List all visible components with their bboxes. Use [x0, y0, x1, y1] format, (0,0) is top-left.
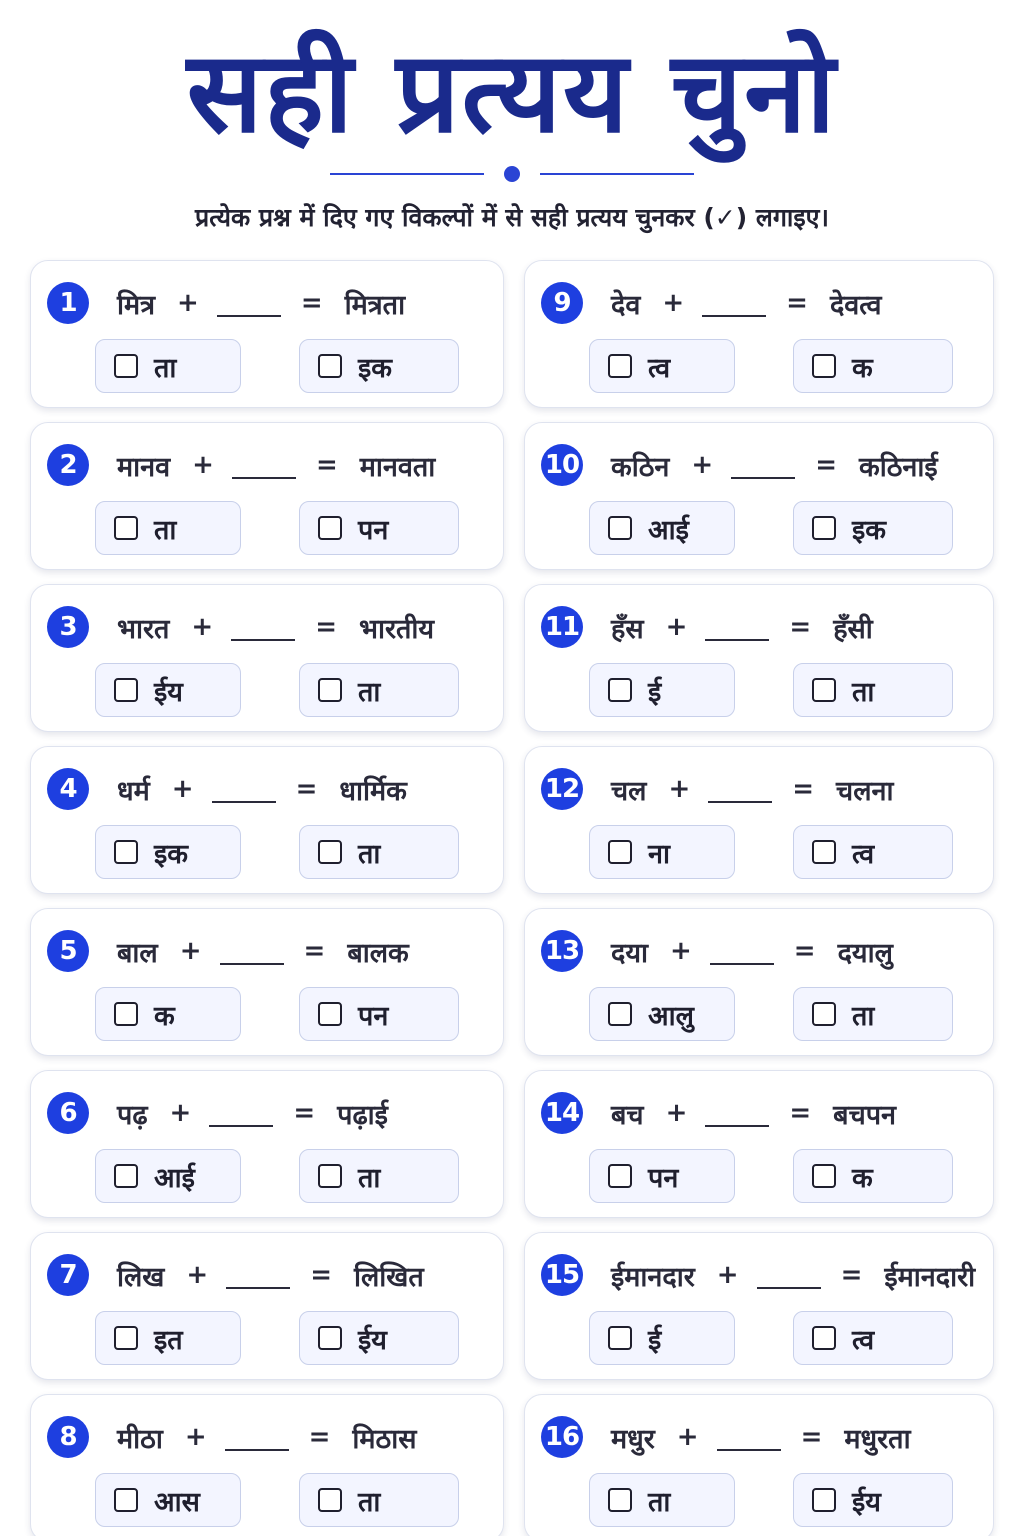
- option-b-label: इक: [358, 352, 392, 384]
- divider-line-left: [330, 173, 484, 175]
- question-number-badge: 6: [47, 1092, 89, 1134]
- question-row: [541, 605, 873, 649]
- option-a-label: ईय: [154, 676, 183, 708]
- plus-sign: +: [668, 774, 691, 804]
- option-b-label: ता: [852, 676, 875, 708]
- answer-blank: [710, 939, 774, 965]
- checkbox-icon[interactable]: [318, 1326, 342, 1350]
- checkbox-icon[interactable]: [318, 1164, 342, 1188]
- answer-blank: [212, 777, 276, 803]
- base-word: देव: [611, 289, 641, 321]
- question-number-badge: 14: [541, 1092, 583, 1134]
- option-a[interactable]: [95, 1149, 241, 1203]
- base-word: मानव: [117, 451, 171, 483]
- answer-blank: [702, 291, 766, 317]
- plus-sign: +: [171, 774, 194, 804]
- option-b-label: ईय: [852, 1486, 881, 1518]
- result-word: पढ़ाई: [337, 1099, 388, 1131]
- equals-sign: =: [800, 1422, 823, 1452]
- option-b[interactable]: [793, 1473, 953, 1527]
- question-number-badge: 9: [541, 282, 583, 324]
- checkbox-icon[interactable]: [608, 516, 632, 540]
- plus-sign: +: [169, 1098, 192, 1128]
- base-word: लिख: [117, 1261, 165, 1293]
- question-row: [47, 605, 434, 649]
- equals-sign: =: [815, 450, 837, 480]
- page-title: सही प्रत्यय चुनो: [186, 28, 838, 158]
- question-card-5: [30, 908, 504, 1056]
- option-b-label: त्व: [852, 838, 875, 870]
- option-b-label: पन: [358, 514, 389, 546]
- equals-sign: =: [300, 288, 323, 318]
- checkbox-icon[interactable]: [114, 1488, 138, 1512]
- option-a-label: आस: [154, 1486, 200, 1518]
- checkbox-icon[interactable]: [318, 1488, 342, 1512]
- question-number-badge: 5: [47, 930, 89, 972]
- checkbox-icon[interactable]: [812, 1326, 836, 1350]
- option-a[interactable]: [589, 825, 735, 879]
- question-row: [47, 281, 405, 325]
- option-b[interactable]: [299, 1473, 459, 1527]
- checkbox-icon[interactable]: [318, 354, 342, 378]
- equals-sign: =: [310, 1260, 332, 1290]
- answer-blank: [220, 939, 284, 965]
- answer-blank: [705, 1101, 769, 1127]
- equals-sign: =: [315, 450, 338, 480]
- option-b[interactable]: [793, 663, 953, 717]
- result-word: मानवता: [359, 451, 436, 483]
- option-b-label: ता: [358, 838, 381, 870]
- checkbox-icon[interactable]: [114, 354, 138, 378]
- question-number-badge: 4: [47, 768, 89, 810]
- equals-sign: =: [840, 1260, 863, 1290]
- question-number-badge: 1: [47, 282, 89, 324]
- question-card-10: [524, 422, 994, 570]
- checkbox-icon[interactable]: [812, 516, 836, 540]
- question-row: [47, 767, 407, 811]
- option-a[interactable]: [95, 1473, 241, 1527]
- question-number-badge: 10: [541, 444, 583, 486]
- question-card-8: [30, 1394, 504, 1536]
- answer-blank: [757, 1263, 821, 1289]
- checkbox-icon[interactable]: [812, 354, 836, 378]
- base-word: ईमानदार: [611, 1261, 695, 1293]
- equals-sign: =: [303, 936, 326, 966]
- result-word: कठिनाई: [859, 451, 938, 483]
- equals-sign: =: [315, 612, 338, 642]
- question-card-9: [524, 260, 994, 408]
- question-row: [47, 1091, 388, 1135]
- question-number-badge: 12: [541, 768, 583, 810]
- option-a[interactable]: [589, 987, 735, 1041]
- result-word: धार्मिक: [339, 775, 407, 807]
- option-a-label: पन: [648, 1162, 679, 1194]
- question-card-16: [524, 1394, 994, 1536]
- option-b-label: इक: [852, 514, 886, 546]
- plus-sign: +: [676, 1422, 699, 1452]
- option-b-label: क: [852, 1162, 873, 1194]
- plus-sign: +: [177, 288, 199, 318]
- checkbox-icon[interactable]: [114, 1326, 138, 1350]
- option-a-label: ना: [648, 838, 670, 870]
- checkbox-icon[interactable]: [608, 1002, 632, 1026]
- base-word: हँस: [611, 613, 644, 645]
- answer-blank: [731, 453, 795, 479]
- answer-blank: [226, 1263, 290, 1289]
- base-word: चल: [611, 775, 647, 807]
- base-word: मित्र: [117, 289, 156, 321]
- title-divider: [330, 166, 694, 182]
- option-b[interactable]: [793, 339, 953, 393]
- option-b[interactable]: [793, 1311, 953, 1365]
- option-a-label: आलु: [648, 1000, 694, 1032]
- option-b-label: ता: [358, 1486, 381, 1518]
- question-card-14: [524, 1070, 994, 1218]
- question-number-badge: 11: [541, 606, 583, 648]
- option-b-label: ता: [358, 1162, 381, 1194]
- option-a-label: आई: [648, 514, 689, 546]
- question-card-4: [30, 746, 504, 894]
- option-b[interactable]: [793, 825, 953, 879]
- checkbox-icon[interactable]: [812, 840, 836, 864]
- option-b-label: ईय: [358, 1324, 387, 1356]
- option-a[interactable]: [589, 501, 735, 555]
- checkbox-icon[interactable]: [114, 1164, 138, 1188]
- base-word: मधुर: [611, 1423, 655, 1455]
- question-number-badge: 15: [541, 1254, 583, 1296]
- checkbox-icon[interactable]: [812, 678, 836, 702]
- checkbox-icon[interactable]: [608, 1164, 632, 1188]
- question-row: [47, 929, 409, 973]
- question-row: [541, 929, 893, 973]
- option-a[interactable]: [95, 1311, 241, 1365]
- result-word: ईमानदारी: [884, 1261, 976, 1293]
- base-word: दया: [611, 937, 648, 969]
- equals-sign: =: [793, 936, 816, 966]
- question-card-2: [30, 422, 504, 570]
- answer-blank: [217, 291, 281, 317]
- plus-sign: +: [670, 936, 692, 966]
- option-a[interactable]: [589, 1311, 735, 1365]
- option-a-label: इत: [154, 1324, 183, 1356]
- plus-sign: +: [186, 1260, 209, 1290]
- option-b[interactable]: [793, 987, 953, 1041]
- instruction-text: प्रत्येक प्रश्न में दिए गए विकल्पों में से सही प्रत्यय चुनकर (✓) लगाइए।: [195, 203, 829, 232]
- plus-sign: +: [716, 1260, 739, 1290]
- equals-sign: =: [792, 774, 815, 804]
- question-card-3: [30, 584, 504, 732]
- checkbox-icon[interactable]: [608, 354, 632, 378]
- option-b[interactable]: [793, 1149, 953, 1203]
- option-a-label: ता: [648, 1486, 671, 1518]
- result-word: मित्रता: [344, 289, 406, 321]
- checkbox-icon[interactable]: [812, 1002, 836, 1026]
- option-a-label: क: [154, 1000, 175, 1032]
- result-word: चलना: [836, 775, 894, 807]
- option-b[interactable]: [299, 987, 459, 1041]
- question-row: [541, 281, 881, 325]
- question-number-badge: 2: [47, 444, 89, 486]
- option-a[interactable]: [589, 339, 735, 393]
- option-b-label: ता: [852, 1000, 875, 1032]
- plus-sign: +: [184, 1422, 207, 1452]
- question-number-badge: 8: [47, 1416, 89, 1458]
- checkbox-icon[interactable]: [114, 678, 138, 702]
- plus-sign: +: [691, 450, 714, 480]
- plus-sign: +: [662, 288, 685, 318]
- question-row: [541, 1415, 911, 1459]
- option-a-label: त्व: [648, 352, 671, 384]
- option-b[interactable]: [299, 1149, 459, 1203]
- base-word: पढ़: [117, 1099, 148, 1131]
- question-card-13: [524, 908, 994, 1056]
- checkbox-icon[interactable]: [812, 1488, 836, 1512]
- option-a-label: ता: [154, 514, 177, 546]
- option-a[interactable]: [95, 339, 241, 393]
- equals-sign: =: [789, 1098, 812, 1128]
- question-row: [47, 1415, 417, 1459]
- answer-blank: [232, 453, 296, 479]
- equals-sign: =: [786, 288, 808, 318]
- result-word: बचपन: [833, 1099, 897, 1131]
- checkbox-icon[interactable]: [608, 678, 632, 702]
- option-a[interactable]: [589, 663, 735, 717]
- question-grid: [30, 260, 994, 1522]
- option-a-label: ता: [154, 352, 177, 384]
- base-word: मीठा: [117, 1423, 163, 1455]
- option-b-label: त्व: [852, 1324, 875, 1356]
- checkbox-icon[interactable]: [608, 1326, 632, 1350]
- question-card-7: [30, 1232, 504, 1380]
- question-number-badge: 3: [47, 606, 89, 648]
- question-row: [47, 443, 435, 487]
- equals-sign: =: [789, 612, 812, 642]
- question-card-12: [524, 746, 994, 894]
- question-card-11: [524, 584, 994, 732]
- result-word: बालक: [347, 937, 409, 969]
- checkbox-icon[interactable]: [318, 840, 342, 864]
- answer-blank: [231, 615, 295, 641]
- equals-sign: =: [295, 774, 318, 804]
- option-b[interactable]: [299, 825, 459, 879]
- question-row: [541, 767, 893, 811]
- question-card-1: [30, 260, 504, 408]
- option-b[interactable]: [793, 501, 953, 555]
- plus-sign: +: [192, 450, 214, 480]
- checkbox-icon[interactable]: [318, 1002, 342, 1026]
- plus-sign: +: [191, 612, 214, 642]
- checkbox-icon[interactable]: [608, 840, 632, 864]
- checkbox-icon[interactable]: [318, 678, 342, 702]
- option-a[interactable]: [589, 1473, 735, 1527]
- result-word: मिठास: [352, 1423, 417, 1455]
- base-word: धर्म: [117, 775, 150, 807]
- question-number-badge: 13: [541, 930, 583, 972]
- option-b[interactable]: [299, 1311, 459, 1365]
- option-a-label: आई: [154, 1162, 195, 1194]
- question-card-15: [524, 1232, 994, 1380]
- option-b-label: क: [852, 352, 873, 384]
- plus-sign: +: [179, 936, 202, 966]
- checkbox-icon[interactable]: [114, 1002, 138, 1026]
- base-word: भारत: [117, 613, 170, 645]
- checkbox-icon[interactable]: [114, 840, 138, 864]
- option-a[interactable]: [95, 501, 241, 555]
- option-a[interactable]: [95, 663, 241, 717]
- checkbox-icon[interactable]: [608, 1488, 632, 1512]
- option-b[interactable]: [299, 501, 459, 555]
- result-word: देवत्व: [829, 289, 882, 321]
- result-word: मधुरता: [844, 1423, 911, 1455]
- question-row: [541, 1253, 975, 1297]
- question-row: [541, 1091, 896, 1135]
- question-row: [541, 443, 938, 487]
- option-a-label: इक: [154, 838, 188, 870]
- option-b-label: ता: [358, 676, 381, 708]
- option-a-label: ई: [648, 1324, 662, 1356]
- answer-blank: [209, 1101, 273, 1127]
- divider-dot-icon: [504, 166, 520, 182]
- plus-sign: +: [665, 612, 688, 642]
- question-number-badge: 7: [47, 1254, 89, 1296]
- question-card-6: [30, 1070, 504, 1218]
- checkbox-icon[interactable]: [114, 516, 138, 540]
- question-number-badge: 16: [541, 1416, 583, 1458]
- question-row: [47, 1253, 424, 1297]
- answer-blank: [717, 1425, 781, 1451]
- option-a-label: ई: [648, 676, 662, 708]
- answer-blank: [708, 777, 772, 803]
- option-b[interactable]: [299, 663, 459, 717]
- divider-line-right: [540, 173, 694, 175]
- result-word: दयालु: [837, 937, 893, 969]
- base-word: बाल: [117, 937, 158, 969]
- option-b[interactable]: [299, 339, 459, 393]
- equals-sign: =: [293, 1098, 316, 1128]
- answer-blank: [705, 615, 769, 641]
- option-b-label: पन: [358, 1000, 389, 1032]
- option-a[interactable]: [95, 825, 241, 879]
- answer-blank: [225, 1425, 289, 1451]
- option-a[interactable]: [589, 1149, 735, 1203]
- base-word: बच: [611, 1099, 644, 1131]
- option-a[interactable]: [95, 987, 241, 1041]
- plus-sign: +: [665, 1098, 688, 1128]
- equals-sign: =: [308, 1422, 331, 1452]
- result-word: भारतीय: [359, 613, 435, 645]
- checkbox-icon[interactable]: [812, 1164, 836, 1188]
- base-word: कठिन: [611, 451, 670, 483]
- result-word: लिखित: [353, 1261, 424, 1293]
- checkbox-icon[interactable]: [318, 516, 342, 540]
- result-word: हँसी: [833, 613, 873, 645]
